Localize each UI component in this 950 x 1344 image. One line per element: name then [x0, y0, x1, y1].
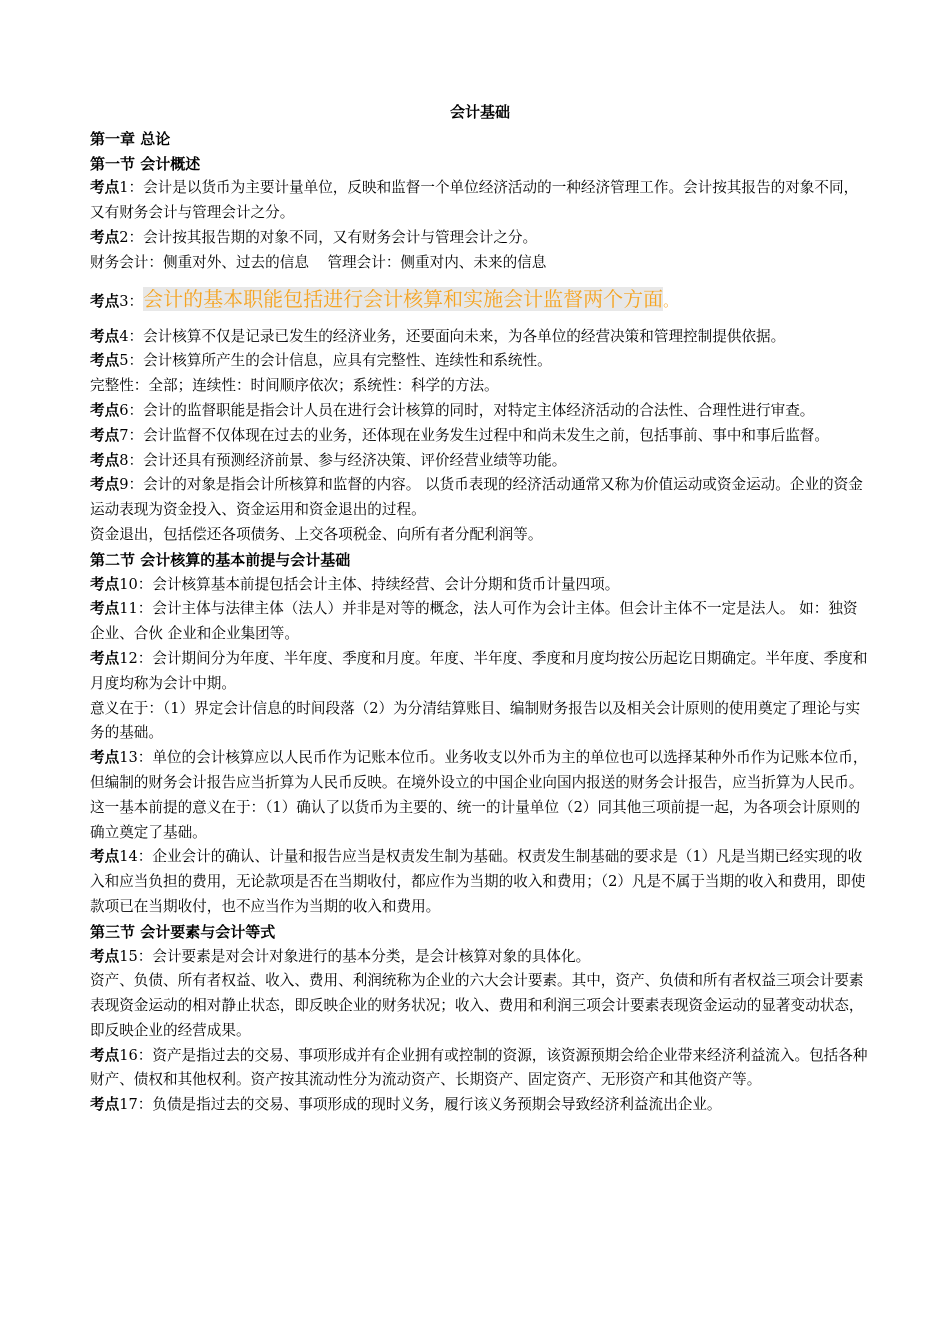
kp-text: 5：会计核算所产生的会计信息，应具有完整性、连续性和系统性。 — [119, 352, 552, 370]
kp-label: 考点 — [90, 947, 120, 965]
document-title: 会计基础 — [449, 103, 510, 121]
kp-4 — [90, 325, 870, 350]
kp-label: 考点 — [90, 600, 120, 618]
kp-12 — [90, 647, 870, 697]
kp-13 — [90, 746, 870, 796]
kp-3 — [90, 284, 870, 317]
kp-15 — [90, 945, 870, 970]
kp-label: 考点 — [90, 575, 120, 593]
kp-text: 1：会计是以货币为主要计量单位，反映和监督一个单位经济活动的一种经济管理工作。会计按其报告的对象不同，又有财务会计与管理会计之分。 — [90, 179, 859, 222]
kp-num: 3： — [119, 292, 144, 310]
kp-label: 考点 — [90, 352, 120, 370]
elements-line: 资产、负债、所有者权益、收入、费用、利润统称为企业的六大会计要素。其中，资产、负债和所有者权益三项会计要素表现资金运动的相对静止状态，即反映企业的财务状况；收入、费用和利润三项会计要素表现资金运动的显著变动状态，即反映企业的经营成果。 — [90, 972, 864, 1039]
highlighted-text: 会计的基本职能包括进行会计核算和实施会计监督两个方面 — [143, 286, 664, 311]
kp-label: 考点 — [90, 179, 120, 197]
chapter-heading: 第一章 总论 — [90, 129, 171, 148]
kp-label: 考点 — [90, 292, 120, 310]
meaning-line-1: 意义在于：（1）界定会计信息的时间段落（2）为分清结算账目、编制财务报告以及相关会计原则的使用奠定了理论与实务的基础。 — [90, 699, 861, 742]
fund-exit-line: 资金退出，包括偿还各项债务、上交各项税金、向所有者分配利润等。 — [90, 525, 543, 543]
kp-9 — [90, 473, 870, 523]
kp-text: 7：会计监督不仅体现在过去的业务，还体现在业务发生过程中和尚未发生之前，包括事前、事中和事后监督。 — [119, 426, 829, 444]
kp-text: 11：会计主体与法律主体（法人）并非是对等的概念，法人可作为会计主体。但会计主体不一定是法人。 如：独资企业、合伙 企业和企业集团等。 — [90, 600, 858, 643]
kp-5 — [90, 349, 870, 374]
section-heading-1: 第一节 会计概述 — [90, 154, 201, 173]
kp-6 — [90, 399, 870, 424]
kp-label: 考点 — [90, 228, 120, 246]
kp-14 — [90, 845, 870, 919]
kp-text: 12：会计期间分为年度、半年度、季度和月度。年度、半年度、季度和月度均按公历起讫日期确定。半年度、季度和月度均称为会计中期。 — [90, 649, 868, 692]
kp-label: 考点 — [90, 327, 120, 345]
kp-label: 考点 — [90, 476, 120, 494]
kp-end: 。 — [663, 292, 678, 310]
kp-text: 9：会计的对象是指会计所核算和监督的内容。 以货币表现的经济活动通常又称为价值运动或资金运动。企业的资金运动表现为资金投入、资金运用和资金退出的过程。 — [90, 476, 863, 519]
section-heading-3: 第三节 会计要素与会计等式 — [90, 922, 276, 941]
kp-label: 考点 — [90, 1046, 120, 1064]
kp-label: 考点 — [90, 749, 120, 767]
kp-label: 考点 — [90, 649, 120, 667]
section-heading-2: 第二节 会计核算的基本前提与会计基础 — [90, 550, 351, 569]
kp-8 — [90, 449, 870, 474]
kp-label: 考点 — [90, 451, 120, 469]
finance-line: 财务会计：侧重对外、过去的信息 管理会计：侧重对内、未来的信息 — [90, 253, 547, 271]
kp-label: 考点 — [90, 1096, 120, 1114]
kp-text: 13：单位的会计核算应以人民币作为记账本位币。业务收支以外币为主的单位也可以选择某种外币作为记账本位币，但编制的财务会计报告应当折算为人民币反映。在境外设立的中国企业向国内报送的财务会计报告，应当折算为人民币。 — [90, 749, 868, 791]
kp-text: 6：会计的监督职能是指会计人员在进行会计核算的同时，对特定主体经济活动的合法性、合理性进行审查。 — [119, 401, 815, 419]
meaning-line-2: 这一基本前提的意义在于：（1）确认了以货币为主要的、统一的计量单位（2）同其他三项前提一起，为各项会计原则的确立奠定了基础。 — [90, 798, 861, 841]
document-page — [90, 100, 870, 1118]
kp-17 — [90, 1093, 870, 1118]
kp-text: 15：会计要素是对会计对象进行的基本分类，是会计核算对象的具体化。 — [119, 947, 591, 965]
kp-1 — [90, 176, 870, 226]
kp-label: 考点 — [90, 401, 120, 419]
kp-10 — [90, 573, 870, 598]
kp-text: 14：企业会计的确认、计量和报告应当是权责发生制为基础。权责发生制基础的要求是（1）凡是当期已经实现的收入和应当负担的费用，无论款项是否在当期收付，都应作为当期的收入和费用；（2）凡是不属于当期的收入和费用，即使款项已在当期收付，也不应当作为当期的收入和费用。 — [90, 848, 866, 915]
kp-text: 4：会计核算不仅是记录已发生的经济业务，还要面向未来，为各单位的经营决策和管理控制提供依据。 — [119, 327, 786, 345]
kp-7 — [90, 424, 870, 449]
kp-2 — [90, 226, 870, 251]
kp-text: 8：会计还具有预测经济前景、参与经济决策、评价经营业绩等功能。 — [119, 451, 567, 469]
kp-text: 17：负债是指过去的交易、事项形成的现时义务，履行该义务预期会导致经济利益流出企业。 — [119, 1096, 722, 1114]
kp-text: 10：会计核算基本前提包括会计主体、持续经营、会计分期和货币计量四项。 — [119, 575, 620, 593]
kp-label: 考点 — [90, 848, 120, 866]
kp-label: 考点 — [90, 426, 120, 444]
completeness-line: 完整性：全部；连续性：时间顺序依次；系统性：科学的方法。 — [90, 377, 499, 395]
kp-16 — [90, 1044, 870, 1094]
kp-11 — [90, 597, 870, 647]
kp-text: 16：资产是指过去的交易、事项形成并有企业拥有或控制的资源，该资源预期会给企业带来经济利益流入。包括各种财产、债权和其他权利。资产按其流动性分为流动资产、长期资产、固定资产、无形资产和其他资产等。 — [90, 1046, 868, 1089]
kp-text: 2：会计按其报告期的对象不同，又有财务会计与管理会计之分。 — [119, 228, 538, 246]
